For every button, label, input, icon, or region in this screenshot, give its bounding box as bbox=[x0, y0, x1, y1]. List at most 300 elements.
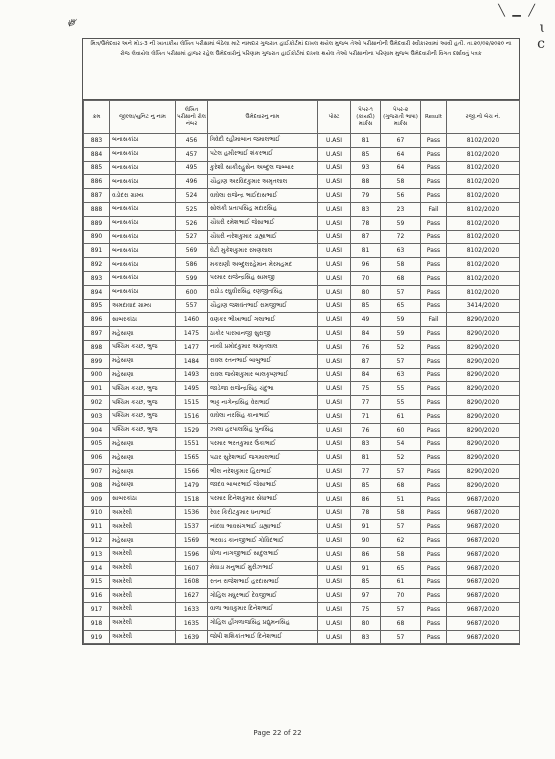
cell-serial: 905 bbox=[84, 437, 110, 451]
cell-district: પશ્ચિમ કચ્છ, ભુજ bbox=[110, 423, 176, 437]
cell-paper1-marks: 87 bbox=[351, 354, 381, 368]
cell-serial: 904 bbox=[84, 423, 110, 437]
cell-paper1-marks: 70 bbox=[351, 271, 381, 285]
cell-roll-number: 1516 bbox=[176, 409, 208, 423]
cell-paper2-marks: 72 bbox=[381, 230, 421, 244]
cell-roll-number: 600 bbox=[176, 285, 208, 299]
page-footer: Page 22 of 22 bbox=[253, 729, 302, 737]
table-row bbox=[84, 575, 520, 589]
cell-result: Pass bbox=[421, 506, 447, 520]
cell-serial: 901 bbox=[84, 382, 110, 396]
cell-district: મહેસાણા bbox=[110, 354, 176, 368]
table-row bbox=[84, 216, 520, 230]
header-roll-number: લેખિત પરીક્ષાનો રોલ નંબર bbox=[176, 101, 208, 134]
table-row bbox=[84, 340, 520, 354]
cell-paper1-marks: 83 bbox=[351, 202, 381, 216]
cell-roll-number: 1551 bbox=[176, 437, 208, 451]
cell-paper1-marks: 76 bbox=[351, 340, 381, 354]
cell-post: U.ASI bbox=[318, 285, 351, 299]
cell-result: Pass bbox=[421, 134, 447, 148]
cell-roll-number: 1639 bbox=[176, 630, 208, 644]
header-candidate-name: ઉમેદવારનુ નામ bbox=[208, 101, 318, 134]
ink-mark-top-right: ╲ ▁ ╱ bbox=[498, 4, 537, 17]
table-row bbox=[84, 244, 520, 258]
cell-candidate-name: ઝાલા હરપાલસિંહ પુનસિંહ bbox=[208, 423, 318, 437]
cell-district: બનાસકાંઠા bbox=[110, 216, 176, 230]
cell-post: U.ASI bbox=[318, 327, 351, 341]
cell-serial: 916 bbox=[84, 589, 110, 603]
cell-district: અમરેલી bbox=[110, 589, 176, 603]
cell-serial: 919 bbox=[84, 630, 110, 644]
cell-post: U.ASI bbox=[318, 396, 351, 410]
cell-candidate-name: રાઠોડ રઘુવીરસિંહ રણજીતસિંહ bbox=[208, 285, 318, 299]
cell-roll-number: 599 bbox=[176, 271, 208, 285]
header-serial: ક્રમ bbox=[84, 101, 110, 134]
cell-post: U.ASI bbox=[318, 603, 351, 617]
header-batch-number: રજી.નો બેચ નં. bbox=[447, 101, 520, 134]
cell-serial: 894 bbox=[84, 285, 110, 299]
cell-candidate-name: સોલંકી પ્રતાપસિંહ મદારસિંહ bbox=[208, 202, 318, 216]
cell-paper2-marks: 68 bbox=[381, 271, 421, 285]
cell-candidate-name: પરમાર ભરતકુમાર ઉકાભાઈ bbox=[208, 437, 318, 451]
cell-serial: 900 bbox=[84, 368, 110, 382]
cell-paper1-marks: 88 bbox=[351, 175, 381, 189]
cell-paper1-marks: 81 bbox=[351, 134, 381, 148]
cell-paper2-marks: 54 bbox=[381, 437, 421, 451]
cell-paper2-marks: 61 bbox=[381, 575, 421, 589]
cell-serial: 914 bbox=[84, 561, 110, 575]
cell-paper1-marks: 86 bbox=[351, 547, 381, 561]
cell-result: Pass bbox=[421, 534, 447, 548]
cell-paper2-marks: 64 bbox=[381, 147, 421, 161]
cell-post: U.ASI bbox=[318, 202, 351, 216]
cell-serial: 898 bbox=[84, 340, 110, 354]
cell-serial: 908 bbox=[84, 478, 110, 492]
cell-paper2-marks: 57 bbox=[381, 285, 421, 299]
cell-result: Pass bbox=[421, 396, 447, 410]
cell-roll-number: 1608 bbox=[176, 575, 208, 589]
cell-batch-number: 8290/2020 bbox=[447, 451, 520, 465]
cell-paper1-marks: 78 bbox=[351, 216, 381, 230]
cell-district: અમરેલી bbox=[110, 520, 176, 534]
cell-batch-number: 8290/2020 bbox=[447, 437, 520, 451]
cell-batch-number: 8102/2020 bbox=[447, 244, 520, 258]
cell-post: U.ASI bbox=[318, 313, 351, 327]
cell-batch-number: 9687/2020 bbox=[447, 506, 520, 520]
cell-post: U.ASI bbox=[318, 271, 351, 285]
cell-paper2-marks: 52 bbox=[381, 340, 421, 354]
cell-paper1-marks: 80 bbox=[351, 616, 381, 630]
cell-result: Pass bbox=[421, 492, 447, 506]
cell-serial: 886 bbox=[84, 175, 110, 189]
cell-paper1-marks: 85 bbox=[351, 299, 381, 313]
cell-result: Pass bbox=[421, 382, 447, 396]
cell-batch-number: 9687/2020 bbox=[447, 534, 520, 548]
cell-batch-number: 3414/2020 bbox=[447, 299, 520, 313]
cell-paper1-marks: 77 bbox=[351, 396, 381, 410]
cell-batch-number: 8290/2020 bbox=[447, 340, 520, 354]
cell-candidate-name: ચૌહાણ અરવિંદકુમાર અમૃતલાલ bbox=[208, 175, 318, 189]
cell-serial: 895 bbox=[84, 299, 110, 313]
cell-post: U.ASI bbox=[318, 616, 351, 630]
table-row bbox=[84, 396, 520, 410]
table-row bbox=[84, 561, 520, 575]
cell-roll-number: 1536 bbox=[176, 506, 208, 520]
header-post: પોસ્ટ bbox=[318, 101, 351, 134]
cell-candidate-name: રાવલ રતનભાઈ બાબુભાઈ bbox=[208, 354, 318, 368]
cell-result: Pass bbox=[421, 575, 447, 589]
cell-paper1-marks: 77 bbox=[351, 465, 381, 479]
table-row bbox=[84, 202, 520, 216]
table-row bbox=[84, 147, 520, 161]
cell-paper2-marks: 59 bbox=[381, 313, 421, 327]
cell-post: U.ASI bbox=[318, 175, 351, 189]
cell-roll-number: 1596 bbox=[176, 547, 208, 561]
cell-result: Pass bbox=[421, 520, 447, 534]
cell-candidate-name: ચૌધરી નરેશકુમાર ડાહ્યાભાઈ bbox=[208, 230, 318, 244]
cell-result: Pass bbox=[421, 327, 447, 341]
table-row bbox=[84, 230, 520, 244]
cell-batch-number: 9687/2020 bbox=[447, 589, 520, 603]
cell-candidate-name: ભરવાડ કાનજીભાઈ ગોવિંદભાઈ bbox=[208, 534, 318, 548]
table-row bbox=[84, 258, 520, 272]
cell-result: Pass bbox=[421, 465, 447, 479]
cell-district: પશ્ચિમ કચ્છ, ભુજ bbox=[110, 396, 176, 410]
cell-roll-number: 586 bbox=[176, 258, 208, 272]
cell-paper2-marks: 59 bbox=[381, 327, 421, 341]
cell-paper2-marks: 58 bbox=[381, 506, 421, 520]
cell-paper2-marks: 65 bbox=[381, 299, 421, 313]
cell-batch-number: 9687/2020 bbox=[447, 603, 520, 617]
cell-result: Pass bbox=[421, 285, 447, 299]
cell-post: U.ASI bbox=[318, 161, 351, 175]
table-row bbox=[84, 271, 520, 285]
cell-batch-number: 8102/2020 bbox=[447, 134, 520, 148]
cell-result: Pass bbox=[421, 630, 447, 644]
cell-roll-number: 456 bbox=[176, 134, 208, 148]
cell-batch-number: 8102/2020 bbox=[447, 258, 520, 272]
cell-paper2-marks: 57 bbox=[381, 630, 421, 644]
cell-paper2-marks: 61 bbox=[381, 409, 421, 423]
ink-mark-right-1: ɩ bbox=[539, 20, 545, 36]
table-row bbox=[84, 299, 520, 313]
cell-paper1-marks: 87 bbox=[351, 230, 381, 244]
cell-serial: 903 bbox=[84, 409, 110, 423]
table-row bbox=[84, 616, 520, 630]
cell-paper2-marks: 67 bbox=[381, 134, 421, 148]
cell-post: U.ASI bbox=[318, 451, 351, 465]
cell-post: U.ASI bbox=[318, 189, 351, 203]
cell-roll-number: 1477 bbox=[176, 340, 208, 354]
cell-paper2-marks: 55 bbox=[381, 382, 421, 396]
cell-paper2-marks: 65 bbox=[381, 561, 421, 575]
cell-post: U.ASI bbox=[318, 465, 351, 479]
cell-serial: 889 bbox=[84, 216, 110, 230]
cell-roll-number: 1569 bbox=[176, 534, 208, 548]
table-row bbox=[84, 451, 520, 465]
cell-paper1-marks: 80 bbox=[351, 285, 381, 299]
table-row bbox=[84, 603, 520, 617]
table-row bbox=[84, 437, 520, 451]
cell-result: Pass bbox=[421, 340, 447, 354]
cell-roll-number: 1607 bbox=[176, 561, 208, 575]
cell-candidate-name: મકરાણી અબ્દુલરહેમાન મેરમહમદ bbox=[208, 258, 318, 272]
cell-batch-number: 8102/2020 bbox=[447, 216, 520, 230]
cell-serial: 890 bbox=[84, 230, 110, 244]
cell-roll-number: 557 bbox=[176, 299, 208, 313]
cell-paper1-marks: 91 bbox=[351, 561, 381, 575]
table-row bbox=[84, 327, 520, 341]
cell-paper2-marks: 58 bbox=[381, 175, 421, 189]
ink-mark-right-2: c bbox=[537, 36, 545, 52]
results-sheet bbox=[82, 38, 520, 645]
cell-post: U.ASI bbox=[318, 244, 351, 258]
cell-district: સાબરકાંઠા bbox=[110, 313, 176, 327]
cell-roll-number: 1537 bbox=[176, 520, 208, 534]
cell-serial: 884 bbox=[84, 147, 110, 161]
cell-candidate-name: વાઘેલા નરસિંહ કાનાભાઈ bbox=[208, 409, 318, 423]
cell-roll-number: 1460 bbox=[176, 313, 208, 327]
cell-post: U.ASI bbox=[318, 134, 351, 148]
cell-batch-number: 9687/2020 bbox=[447, 575, 520, 589]
cell-district: મહેસાણા bbox=[110, 478, 176, 492]
cell-district: મહેસાણા bbox=[110, 327, 176, 341]
cell-serial: 918 bbox=[84, 616, 110, 630]
cell-serial: 888 bbox=[84, 202, 110, 216]
table-header-row bbox=[84, 101, 520, 134]
cell-serial: 883 bbox=[84, 134, 110, 148]
cell-candidate-name: નાંદવા ભાવસંગભાઈ ડાહ્યાભાઈ bbox=[208, 520, 318, 534]
cell-district: પશ્ચિમ કચ્છ, ભુજ bbox=[110, 409, 176, 423]
table-row bbox=[84, 368, 520, 382]
cell-candidate-name: રતન રાજેશભાઈ હરદાસભાઈ bbox=[208, 575, 318, 589]
cell-roll-number: 569 bbox=[176, 244, 208, 258]
table-row bbox=[84, 492, 520, 506]
cell-roll-number: 1566 bbox=[176, 465, 208, 479]
cell-paper2-marks: 64 bbox=[381, 161, 421, 175]
cell-district: બનાસકાંઠા bbox=[110, 202, 176, 216]
table-row bbox=[84, 630, 520, 644]
cell-batch-number: 8290/2020 bbox=[447, 465, 520, 479]
table-row bbox=[84, 423, 520, 437]
cell-district: અમરેલી bbox=[110, 616, 176, 630]
cell-serial: 902 bbox=[84, 396, 110, 410]
table-row bbox=[84, 161, 520, 175]
cell-roll-number: 526 bbox=[176, 216, 208, 230]
cell-paper2-marks: 56 bbox=[381, 189, 421, 203]
cell-post: U.ASI bbox=[318, 630, 351, 644]
cell-post: U.ASI bbox=[318, 299, 351, 313]
cell-post: U.ASI bbox=[318, 520, 351, 534]
cell-result: Pass bbox=[421, 409, 447, 423]
cell-candidate-name: મેવાડા મનુભાઈ મુરીઝભાઈ bbox=[208, 561, 318, 575]
cell-district: બનાસકાંઠા bbox=[110, 230, 176, 244]
cell-paper2-marks: 58 bbox=[381, 547, 421, 561]
cell-post: U.ASI bbox=[318, 547, 351, 561]
header-paper2-marks: પેપર-૨ (ગુજરાતી ભાષા) માર્કસ bbox=[381, 101, 421, 134]
cell-district: મહેસાણા bbox=[110, 451, 176, 465]
cell-paper2-marks: 68 bbox=[381, 478, 421, 492]
cell-batch-number: 8290/2020 bbox=[447, 327, 520, 341]
cell-paper1-marks: 84 bbox=[351, 368, 381, 382]
cell-batch-number: 8102/2020 bbox=[447, 147, 520, 161]
cell-paper2-marks: 62 bbox=[381, 534, 421, 548]
cell-paper1-marks: 79 bbox=[351, 189, 381, 203]
cell-result: Pass bbox=[421, 161, 447, 175]
table-row bbox=[84, 382, 520, 396]
cell-batch-number: 8290/2020 bbox=[447, 382, 520, 396]
cell-candidate-name: ત્રિવેદી રહીમાબાન જમાલભાઈ bbox=[208, 134, 318, 148]
cell-batch-number: 8102/2020 bbox=[447, 285, 520, 299]
cell-district: બનાસકાંઠા bbox=[110, 244, 176, 258]
cell-paper1-marks: 96 bbox=[351, 258, 381, 272]
table-row bbox=[84, 478, 520, 492]
table-row bbox=[84, 534, 520, 548]
cell-batch-number: 9687/2020 bbox=[447, 561, 520, 575]
cell-paper2-marks: 57 bbox=[381, 354, 421, 368]
cell-roll-number: 457 bbox=[176, 147, 208, 161]
cell-candidate-name: જાડેજા રાજેન્દ્રસિંહ ચંદુભા bbox=[208, 382, 318, 396]
cell-paper1-marks: 85 bbox=[351, 147, 381, 161]
cell-candidate-name: પરમાર દિનેશકુમાર સેધાભાઈ bbox=[208, 492, 318, 506]
cell-result: Pass bbox=[421, 603, 447, 617]
cell-serial: 897 bbox=[84, 327, 110, 341]
cell-post: U.ASI bbox=[318, 258, 351, 272]
cell-post: U.ASI bbox=[318, 506, 351, 520]
cell-result: Pass bbox=[421, 147, 447, 161]
table-row bbox=[84, 506, 520, 520]
cell-batch-number: 8102/2020 bbox=[447, 161, 520, 175]
cell-paper1-marks: 86 bbox=[351, 492, 381, 506]
cell-result: Pass bbox=[421, 175, 447, 189]
table-row bbox=[84, 354, 520, 368]
cell-paper1-marks: 84 bbox=[351, 327, 381, 341]
cell-result: Pass bbox=[421, 561, 447, 575]
ink-mark-top-left: ༗ bbox=[68, 16, 77, 31]
cell-batch-number: 8290/2020 bbox=[447, 478, 520, 492]
cell-result: Pass bbox=[421, 216, 447, 230]
cell-result: Pass bbox=[421, 271, 447, 285]
cell-candidate-name: ઠાકોર પારખાનજી સુરાજી bbox=[208, 327, 318, 341]
cell-batch-number: 9687/2020 bbox=[447, 520, 520, 534]
cell-post: U.ASI bbox=[318, 589, 351, 603]
cell-roll-number: 1633 bbox=[176, 603, 208, 617]
cell-batch-number: 8102/2020 bbox=[447, 202, 520, 216]
cell-paper2-marks: 58 bbox=[381, 258, 421, 272]
cell-district: અમરેલી bbox=[110, 561, 176, 575]
cell-serial: 885 bbox=[84, 161, 110, 175]
cell-serial: 891 bbox=[84, 244, 110, 258]
cell-paper2-marks: 60 bbox=[381, 423, 421, 437]
table-row bbox=[84, 134, 520, 148]
cell-paper1-marks: 49 bbox=[351, 313, 381, 327]
cell-candidate-name: જાદવ બાબરભાઈ જેસાભાઈ bbox=[208, 478, 318, 492]
cell-result: Pass bbox=[421, 368, 447, 382]
table-row bbox=[84, 189, 520, 203]
cell-district: અમરેલી bbox=[110, 630, 176, 644]
cell-batch-number: 8102/2020 bbox=[447, 230, 520, 244]
cell-batch-number: 8290/2020 bbox=[447, 423, 520, 437]
results-table bbox=[83, 100, 520, 644]
cell-roll-number: 1518 bbox=[176, 492, 208, 506]
cell-serial: 906 bbox=[84, 451, 110, 465]
cell-serial: 912 bbox=[84, 534, 110, 548]
table-row bbox=[84, 175, 520, 189]
cell-candidate-name: ગોહિલ મધુરભાઈ દેવજીભાઈ bbox=[208, 589, 318, 603]
cell-district: અમરેલી bbox=[110, 547, 176, 561]
cell-district: અમરેલી bbox=[110, 603, 176, 617]
cell-paper2-marks: 51 bbox=[381, 492, 421, 506]
cell-post: U.ASI bbox=[318, 437, 351, 451]
cell-serial: 892 bbox=[84, 258, 110, 272]
cell-candidate-name: રેવર કિરીટકુમાર ધનાભાઈ bbox=[208, 506, 318, 520]
cell-result: Pass bbox=[421, 616, 447, 630]
cell-paper1-marks: 81 bbox=[351, 451, 381, 465]
cell-post: U.ASI bbox=[318, 382, 351, 396]
cell-paper1-marks: 71 bbox=[351, 409, 381, 423]
cell-serial: 896 bbox=[84, 313, 110, 327]
cell-post: U.ASI bbox=[318, 216, 351, 230]
cell-paper1-marks: 93 bbox=[351, 161, 381, 175]
cell-district: અમદાવાદ ગ્રામ્ય bbox=[110, 299, 176, 313]
cell-serial: 911 bbox=[84, 520, 110, 534]
cell-district: બનાસકાંઠા bbox=[110, 134, 176, 148]
cell-district: બનાસકાંઠા bbox=[110, 258, 176, 272]
cell-result: Pass bbox=[421, 354, 447, 368]
cell-district: બનાસકાંઠા bbox=[110, 147, 176, 161]
cell-result: Pass bbox=[421, 189, 447, 203]
cell-batch-number: 8290/2020 bbox=[447, 368, 520, 382]
cell-district: સાબરકાંઠા bbox=[110, 492, 176, 506]
cell-candidate-name: વણકર ભીખાભાઈ ગલાભાઈ bbox=[208, 313, 318, 327]
header-district: જીલ્લા/યુનિટ નુ નામ bbox=[110, 101, 176, 134]
cell-district: અમરેલી bbox=[110, 575, 176, 589]
cell-candidate-name: જોષી શશિકાંતભાઈ દિનેશભાઈ bbox=[208, 630, 318, 644]
cell-paper1-marks: 83 bbox=[351, 630, 381, 644]
cell-serial: 899 bbox=[84, 354, 110, 368]
cell-post: U.ASI bbox=[318, 230, 351, 244]
cell-district: મહેસાણા bbox=[110, 465, 176, 479]
cell-district: અમરેલી bbox=[110, 506, 176, 520]
cell-batch-number: 9687/2020 bbox=[447, 616, 520, 630]
cell-paper1-marks: 83 bbox=[351, 437, 381, 451]
cell-batch-number: 8290/2020 bbox=[447, 409, 520, 423]
cell-paper1-marks: 91 bbox=[351, 520, 381, 534]
cell-roll-number: 524 bbox=[176, 189, 208, 203]
cell-candidate-name: વાઘેલા રાજેન્દ્ર ભાઈદાસભાઈ bbox=[208, 189, 318, 203]
cell-result: Pass bbox=[421, 547, 447, 561]
cell-post: U.ASI bbox=[318, 423, 351, 437]
cell-district: બનાસકાંઠા bbox=[110, 161, 176, 175]
cell-post: U.ASI bbox=[318, 478, 351, 492]
cell-roll-number: 1479 bbox=[176, 478, 208, 492]
cell-paper2-marks: 68 bbox=[381, 616, 421, 630]
cell-post: U.ASI bbox=[318, 340, 351, 354]
cell-candidate-name: કુરેશી સાકીરહુસેન અબ્દુલ જબ્બાર bbox=[208, 161, 318, 175]
cell-result: Pass bbox=[421, 258, 447, 272]
cell-batch-number: 8290/2020 bbox=[447, 396, 520, 410]
cell-candidate-name: વાળા ભાવકુમાર દિનેશભાઈ bbox=[208, 603, 318, 617]
cell-batch-number: 8290/2020 bbox=[447, 313, 520, 327]
cell-district: મહેસાણા bbox=[110, 437, 176, 451]
cell-candidate-name: ધોળા નાગજીભાઈ સાદુલભાઈ bbox=[208, 547, 318, 561]
cell-candidate-name: પઢાર સુરેશભાઈ જગમાલભાઈ bbox=[208, 451, 318, 465]
cell-batch-number: 8102/2020 bbox=[447, 189, 520, 203]
cell-roll-number: 525 bbox=[176, 202, 208, 216]
cell-serial: 917 bbox=[84, 603, 110, 617]
cell-roll-number: 1565 bbox=[176, 451, 208, 465]
cell-roll-number: 1495 bbox=[176, 382, 208, 396]
